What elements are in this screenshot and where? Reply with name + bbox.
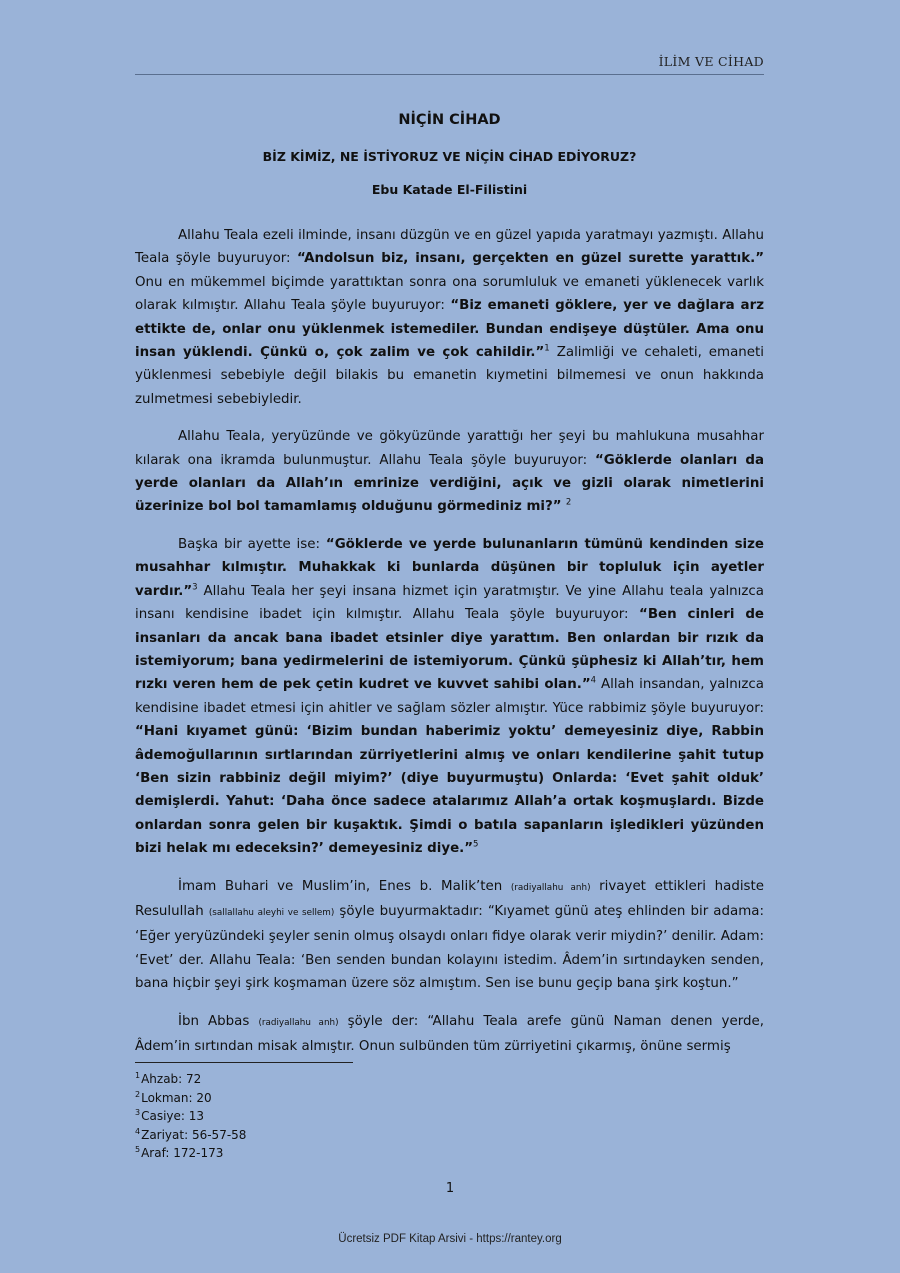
- footnote-number: 2: [135, 1089, 141, 1099]
- footnote-number: 4: [135, 1126, 141, 1136]
- subtitle: BİZ KİMİZ, NE İSTİYORUZ VE NİÇİN CİHAD EDİYORUZ?: [262, 149, 637, 164]
- footnote-number: 3: [135, 1108, 141, 1117]
- footnote-text: Lokman: 20: [141, 1090, 212, 1105]
- text-run: Allah insandan, yalnızca kendisine ibadet etmesi için ahitler ve sağlam sözler almıştır. Yüce rabbimiz şöyle buyuruyor:: [135, 677, 764, 716]
- footnote-text: Casiye: 13: [141, 1109, 205, 1123]
- quoted-verse: “Andolsun biz, insanı, gerçekten en güzel surette yarattık.”: [297, 251, 765, 267]
- text-run: İmam Buhari ve Muslim’in, Enes b. Malik’ten: [178, 878, 511, 894]
- quoted-verse: “Hani kıyamet günü: ‘Bizim bundan haberimiz yoktu’ demeyesiniz diye, Rabbin âdemoğullarının sırtlarından zürriyetlerini almış ve onları kendilerine şahit tutup ‘Ben sizin rabbiniz değil miyim?’ (diye buyurmuştu) Onlarda: ‘Evet şahit olduk’ demişlerdi. Yahut: ‘Daha önce sadece atalarımız Allah’a ortak koşmuşlardı. Bizde onlardan sonra gelen bir kuşaktık. Şimdi o batıla sapanların işledikleri yüzünden bizi helak mı edeceksin?’ demeyesiniz diye.”: [135, 724, 764, 857]
- footnote-item: [135, 1089, 246, 1108]
- paragraph: [135, 1010, 764, 1059]
- footnote-ref: 2: [565, 498, 572, 508]
- footnote-item: [135, 1144, 246, 1163]
- paragraph: [135, 875, 764, 996]
- footnote-item: [135, 1070, 246, 1089]
- text-run: Başka bir ayette ise:: [178, 536, 326, 552]
- footnote-ref: 1: [544, 343, 550, 354]
- author-name: Ebu Katade El-Filistini: [371, 182, 528, 197]
- footnote-ref: 3: [192, 582, 198, 593]
- quoted-verse: “Ben cinleri de insanları da ancak bana ibadet etsinler diye yarattım. Ben onlardan bir rızık da istemiyorum; bana yedirmelerini de istemiyorum. Çünkü şüphesiz ki Allah’tır, hem rızkı veren hem de pek çetin kudret ve kuvvet sahibi olan.”: [135, 607, 764, 693]
- page-number: 1: [445, 1181, 455, 1196]
- footnote-ref: 5: [473, 839, 479, 850]
- body-text: [135, 224, 764, 1072]
- paragraph: [135, 224, 764, 411]
- footnote-ref: 4: [590, 675, 597, 686]
- text-run: şöyle der: “Allahu Teala arefe günü Naman denen yerde, Âdem’in sırtından misak almıştır. Onun sulbünden tüm zürriyetini çıkarmış, önüne sermiş: [135, 1013, 764, 1054]
- footnote-item: [135, 1107, 246, 1126]
- footnotes: [135, 1070, 246, 1163]
- quoted-verse: “Göklerde ve yerde bulunanların tümünü kendinden size musahhar kılmıştır. Muhakkak ki bunlarda düşünen bir topluluk için ayetler vardır.”: [135, 536, 765, 599]
- text-run: Allahu Teala, yeryüzünde ve gökyüzünde yarattığı her şeyi bu mahlukuna musahhar kılarak ona ikramda bulunmuştur. Allahu Teala şöyle buyuruyor:: [135, 429, 764, 468]
- text-run: Allahu Teala ezeli ilminde, insanı düzgün ve en güzel yapıda yaratmayı yazmıştı. Allahu Teala şöyle buyuruyor:: [135, 228, 764, 267]
- footnote-number: 5: [135, 1145, 141, 1154]
- main-title: NİÇİN CİHAD: [398, 112, 501, 128]
- text-run: rivayet ettikleri hadiste Resulullah: [135, 878, 764, 919]
- footnote-divider: [135, 1062, 353, 1063]
- quoted-verse: “Biz emaneti göklere, yer ve dağlara arz ettikte de, onlar onu yüklenmek istemediler. Bundan endişeye düştüler. Ama onu insan yüklendi. Çünkü o, çok zalim ve çok cahildir.”: [135, 298, 764, 361]
- title-block: [135, 108, 764, 201]
- footnote-text: Zariyat: 56-57-58: [141, 1127, 247, 1142]
- text-run: Onu en mükemmel biçimde yarattıktan sonra ona sorumluluk ve emaneti yüklenecek varlık olarak kılmıştır. Allahu Teala şöyle buyuruyor:: [135, 274, 764, 314]
- quoted-verse: “Göklerde olanları da yerde olanları da Allah’ın emrinize verdiğini, açık ve gizli olarak nimetlerini üzerinize bol bol tamamlamış olduğunu görmediniz mi?”: [135, 452, 765, 515]
- running-title: İLİM VE CİHAD: [658, 54, 764, 69]
- text-run: İbn Abbas: [178, 1013, 259, 1029]
- text-run: (radiyallahu anh): [510, 882, 591, 893]
- paragraph: [135, 425, 764, 519]
- text-run: (radiyallahu anh): [258, 1017, 339, 1028]
- running-header: [135, 52, 764, 75]
- footnote-number: 1: [135, 1071, 141, 1080]
- watermark-text: Ücretsiz PDF Kitap Arsivi - https://rantey.org: [338, 1233, 562, 1245]
- text-run: Allahu Teala her şeyi insana hizmet için yaratmıştır. Ve yine Allahu teala yalnızca insanı kendisine ibadet için kılmıştır. Allahu Teala şöyle buyuruyor:: [135, 583, 764, 623]
- footnote-item: [135, 1126, 246, 1145]
- text-run: (sallallahu aleyhi ve sellem): [208, 907, 335, 918]
- paragraph: [135, 533, 764, 861]
- text-run: Zalimliği ve cehaleti, emaneti yüklenmesi sebebiyle değil bilakis bu emanetin kıymetini bilmemesi ve onun hakkında zulmetmesi sebebiyledir.: [135, 345, 764, 407]
- footnote-text: Ahzab: 72: [141, 1072, 202, 1086]
- footnote-text: Araf: 172-173: [141, 1146, 224, 1160]
- text-run: şöyle buyurmaktadır: “Kıyamet günü ateş ehlinden bir adama: ‘Eğer yeryüzündeki şeyler senin olmuş olsaydı onları fidye olarak verir miydin?’ denilir. Adam: ‘Evet’ der. Allahu Teala: ‘Ben senden bundan kolayını istedim. Âdem’in sırtındayken senden, bana hiçbir şeyi şirk koşmaman üzere söz almıştım. Sen ise bunu geçip bana şirk koştun.”: [135, 903, 764, 992]
